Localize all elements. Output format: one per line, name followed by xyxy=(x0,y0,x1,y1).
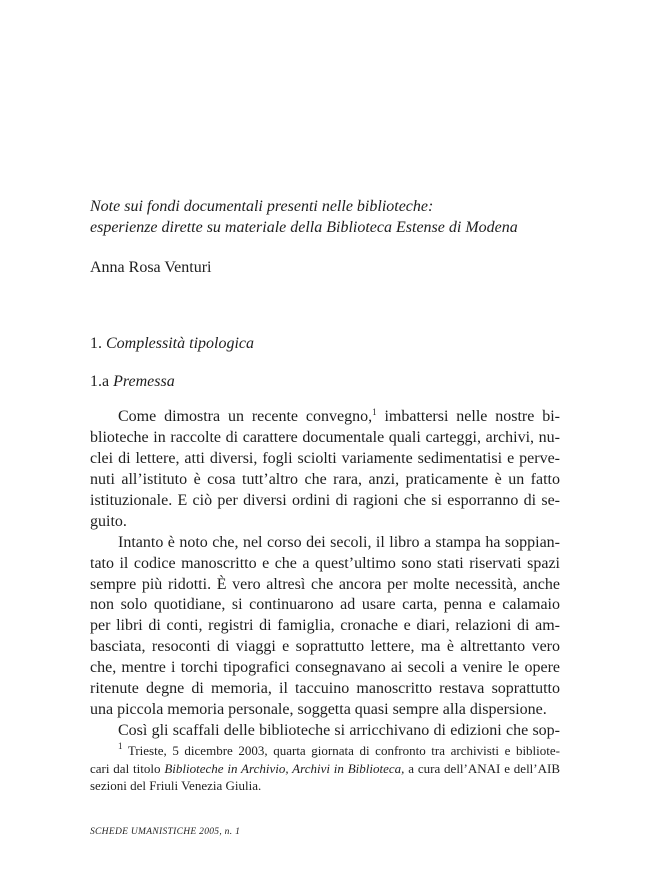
body-text xyxy=(90,407,560,742)
text-line: Così gli scaffali delle biblioteche si arricchivano di edizioni che sop- xyxy=(118,722,560,740)
article-title-line-1: Note sui fondi documentali presenti nelle biblioteche: xyxy=(90,198,434,215)
subsection-heading xyxy=(90,371,175,392)
section-number: 1. xyxy=(90,335,102,352)
running-footer: SCHEDE UMANISTICHE 2005, n. 1 xyxy=(90,827,241,837)
text-line: ritenute degne di memoria, il taccuino manoscritto restava soprattutto xyxy=(90,680,560,698)
article-title xyxy=(90,196,560,238)
section-title: Complessità tipologica xyxy=(106,335,254,352)
text-line: sempre più ridotti. È vero altresì che ancora per molte necessità, anche xyxy=(90,575,560,593)
paragraph-1 xyxy=(90,407,560,533)
text-line: Intanto è noto che, nel corso dei secoli, il libro a stampa ha soppian- xyxy=(118,533,560,551)
text-line: che, mentre i torchi tipografici consegnavano ai secoli a venire le opere xyxy=(90,659,560,677)
subsection-title: Premessa xyxy=(113,373,175,390)
text-line: per libri di conti, registri di famiglia, cronache e diari, relazioni di am- xyxy=(90,617,560,635)
text-line: non solo quotidiane, si continuarono ad usare carta, penna e calamaio xyxy=(90,596,560,614)
footnote-reference: 1 xyxy=(372,407,377,417)
footnote-line: cari dal titolo Biblioteche in Archivio, Archivi in Biblioteca, a cura dell’ANAI e dell’AIB xyxy=(90,760,561,776)
text-line: tato il codice manoscritto e che a quest’ultimo sono stati riservati spazi xyxy=(90,554,560,572)
article-author: Anna Rosa Venturi xyxy=(90,259,212,276)
text-line: Come dimostra un recente convegno,$^1$ imbattersi nelle nostre bi- xyxy=(118,407,561,425)
text-line: basciata, resoconti di viaggi e soprattutto lettere, ma è altrettanto vero xyxy=(90,638,560,656)
section-heading xyxy=(90,333,254,354)
cited-title: Biblioteche in Archivio, Archivi in Biblioteca, xyxy=(164,760,405,776)
footnote-line: sezioni del Friuli Venezia Giulia. xyxy=(90,778,262,793)
footnotes xyxy=(90,742,560,795)
subsection-number: 1.a xyxy=(90,373,110,390)
text-line: nuti all’istituto è cosa tutt’altro che rara, anzi, praticamente è un fatto xyxy=(90,470,560,488)
footnote-line: $^1$ Trieste, 5 dicembre 2003, quarta giornata di confronto tra archivisti e bibliote- xyxy=(118,741,560,758)
paragraph-2 xyxy=(90,533,560,721)
footnote-marker: 1 xyxy=(118,741,123,751)
text-line: clei di lettere, atti diversi, fogli sciolti variamente sedimentatisi e perve- xyxy=(90,449,560,467)
text-line: istituzionale. E ciò per diversi ordini di ragioni che si esporranno di se- xyxy=(90,491,560,509)
text-line: guito. xyxy=(90,512,127,530)
article-title-line-2: esperienze dirette su materiale della Biblioteca Estense di Modena xyxy=(90,219,518,236)
text-line: blioteche in raccolte di carattere documentale quali carteggi, archivi, nu- xyxy=(90,428,560,446)
paragraph-3 xyxy=(90,721,560,742)
text-line: una piccola memoria personale, soggetta quasi sempre alla dispersione. xyxy=(90,701,547,719)
